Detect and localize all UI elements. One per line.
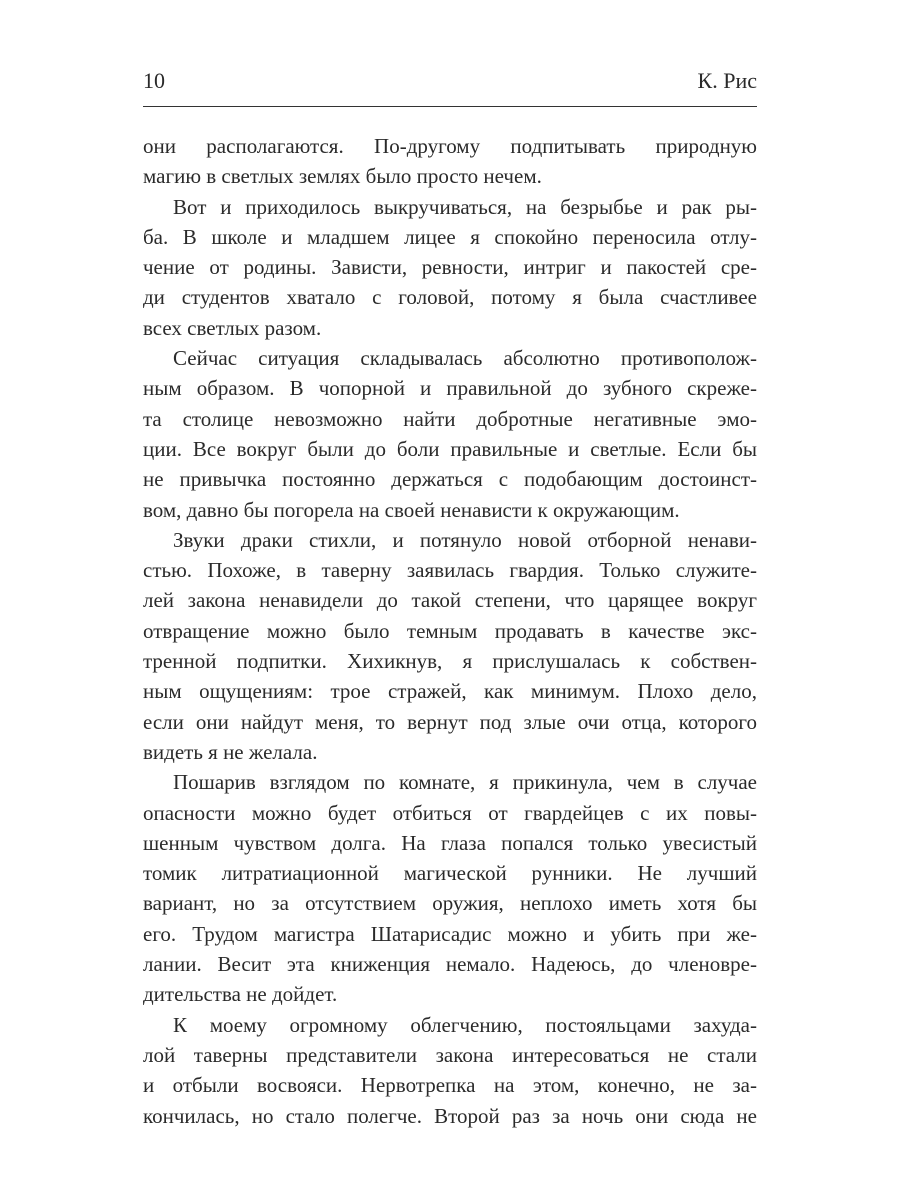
text-line: лании. Весит эта книженция немало. Надеюсь, до членовре- (143, 952, 757, 977)
text-line: ным образом. В чопорной и правильной до зубного скреже- (143, 376, 757, 401)
text-line: отвращение можно было темным продавать в качестве экс- (143, 618, 757, 643)
text-line: Пошарив взглядом по комнате, я прикинула, чем в случае (173, 770, 757, 795)
running-header (143, 64, 757, 94)
text-line: тренной подпитки. Хихикнув, я прислушалась к собствен- (143, 649, 757, 674)
paragraph (143, 192, 757, 343)
text-line: К моему огромному облегчению, постояльцами захуда- (173, 1012, 757, 1037)
paragraph (143, 131, 757, 192)
text-line: дительства не дойдет. (143, 982, 338, 1007)
header-rule (143, 106, 757, 107)
text-line: томик литратиационной магической рунники. Не лучший (143, 861, 757, 886)
page-number: 10 (143, 68, 165, 93)
text-line: ди студентов хватало с головой, потому я была счастливее (143, 285, 757, 310)
text-line: шенным чувством долга. На глаза попался только увесистый (143, 830, 757, 855)
text-line: они располагаются. По-другому подпитывать природную (143, 134, 757, 158)
running-head-author: К. Рис (697, 68, 757, 93)
text-line: лей закона ненавидели до такой степени, что царящее вокруг (143, 588, 757, 613)
text-line: вом, давно бы погорела на своей ненависти к окружающим. (143, 497, 680, 522)
text-line: видеть я не желала. (143, 739, 318, 764)
text-line: ба. В школе и младшем лицее я спокойно переносила отлу- (143, 224, 757, 249)
text-line: та столице невозможно найти добротные негативные эмо- (143, 406, 757, 431)
text-line: ции. Все вокруг были до боли правильные и светлые. Если бы (143, 436, 757, 461)
page-body-text (143, 131, 757, 1131)
text-line: Сейчас ситуация складывалась абсолютно противополож- (173, 346, 757, 371)
paragraph (143, 343, 757, 525)
text-line: чение от родины. Зависти, ревности, интриг и пакостей сре- (143, 255, 757, 280)
text-line: Вот и приходилось выкручиваться, на безрыбье и рак ры- (173, 194, 757, 219)
text-line: стью. Похоже, в таверну заявилась гвардия. Только служите- (143, 558, 757, 583)
text-line: всех светлых разом. (143, 315, 322, 340)
text-line: не привычка постоянно держаться с подобающим достоинст- (143, 467, 757, 492)
paragraph (143, 525, 757, 767)
text-line: вариант, но за отсутствием оружия, неплохо иметь хотя бы (143, 891, 757, 916)
text-line: кончилась, но стало полегче. Второй раз за ночь они сюда не (143, 1103, 757, 1128)
text-line: опасности можно будет отбиться от гвардейцев с их повы- (143, 800, 757, 825)
text-line: магию в светлых землях было просто нечем. (143, 164, 542, 189)
text-line: и отбыли восвояси. Нервотрепка на этом, конечно, не за- (143, 1073, 757, 1098)
text-line: его. Трудом магистра Шатарисадис можно и убить при же- (143, 921, 757, 946)
text-line: если они найдут меня, то вернут под злые очи отца, которого (143, 709, 757, 734)
text-line: лой таверны представители закона интересоваться не стали (143, 1042, 757, 1067)
paragraph (143, 767, 757, 1009)
text-line: Звуки драки стихли, и потянуло новой отборной ненави- (173, 527, 757, 552)
text-line: ным ощущениям: трое стражей, как минимум. Плохо дело, (143, 679, 757, 704)
paragraph (143, 1010, 757, 1131)
